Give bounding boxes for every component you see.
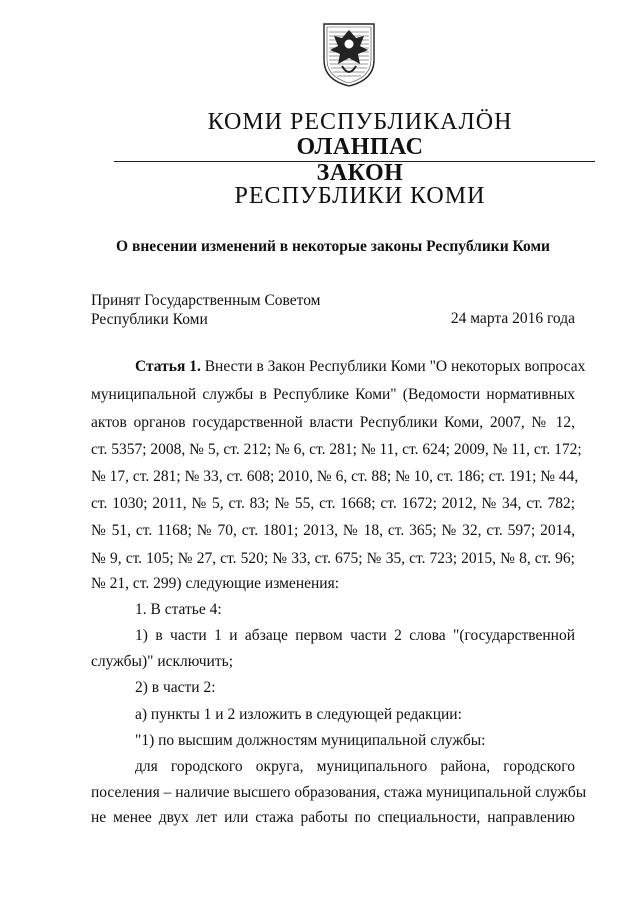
body-line: не менее двух лет или стажа работы по специальности, направлению	[91, 809, 575, 826]
header-republic: РЕСПУБЛИКИ КОМИ	[234, 183, 486, 209]
article-line: муниципальной службы в Республике Коми" (Ведомости нормативных	[91, 386, 575, 403]
coat-of-arms-emblem	[320, 20, 378, 88]
header-olanpas: ОЛАНПАС	[296, 134, 424, 160]
article-line: актов органов государственной власти Республики Коми, 2007, № 12,	[91, 414, 575, 431]
article-line: ст. 5357; 2008, № 5, ст. 212; № 6, ст. 281; № 11, ст. 624; 2009, № 11, ст. 172;	[91, 441, 582, 458]
item-a-line: а) пункты 1 и 2 изложить в следующей редакции:	[135, 706, 462, 723]
item-1-1-line: 1) в части 1 и абзаце первом части 2 слова "(государственной	[135, 627, 575, 644]
header-komi-language-line: КОМИ РЕСПУБЛИКАЛӦН	[207, 109, 513, 135]
article-line: № 51, ст. 1168; № 70, ст. 1801; 2013, № 18, ст. 365; № 32, ст. 597; 2014,	[91, 522, 575, 539]
article-label: Статья 1.	[135, 358, 201, 375]
article-line: № 17, ст. 281; № 33, ст. 608; 2010, № 6, ст. 88; № 10, ст. 186; ст. 191; № 44,	[91, 468, 579, 485]
article-line: № 21, ст. 299) следующие изменения:	[91, 575, 340, 592]
article-first-line	[135, 357, 586, 377]
item-quote-line: "1) по высшим должностям муниципальной службы:	[135, 732, 486, 749]
article-line: № 9, ст. 105; № 27, ст. 520; № 33, ст. 675; № 35, ст. 723; 2015, № 8, ст. 96;	[91, 550, 575, 567]
body-line: для городского округа, муниципального района, городского	[135, 758, 575, 775]
adoption-line-2: Республики Коми	[91, 311, 208, 328]
article-line: ст. 1030; 2011, № 5, ст. 83; № 55, ст. 1668; ст. 1672; 2012, № 34, ст. 782;	[91, 495, 575, 512]
adoption-date: 24 марта 2016 года	[450, 310, 575, 327]
header-zakon: ЗАКОН	[316, 160, 404, 186]
document-title: О внесении изменений в некоторые законы Республики Коми	[116, 238, 550, 255]
item-1-heading: 1. В статье 4:	[135, 601, 222, 618]
item-1-1-line: службы)" исключить;	[91, 653, 233, 670]
adoption-block	[91, 291, 321, 329]
adoption-line-1: Принят Государственным Советом	[91, 292, 321, 309]
body-line: поселения – наличие высшего образования, стажа муниципальной службы	[91, 784, 587, 801]
article-text-start: Внести в Закон Республики Коми "О некоторых вопросах	[200, 358, 586, 375]
item-1-2-heading: 2) в части 2:	[135, 679, 216, 696]
